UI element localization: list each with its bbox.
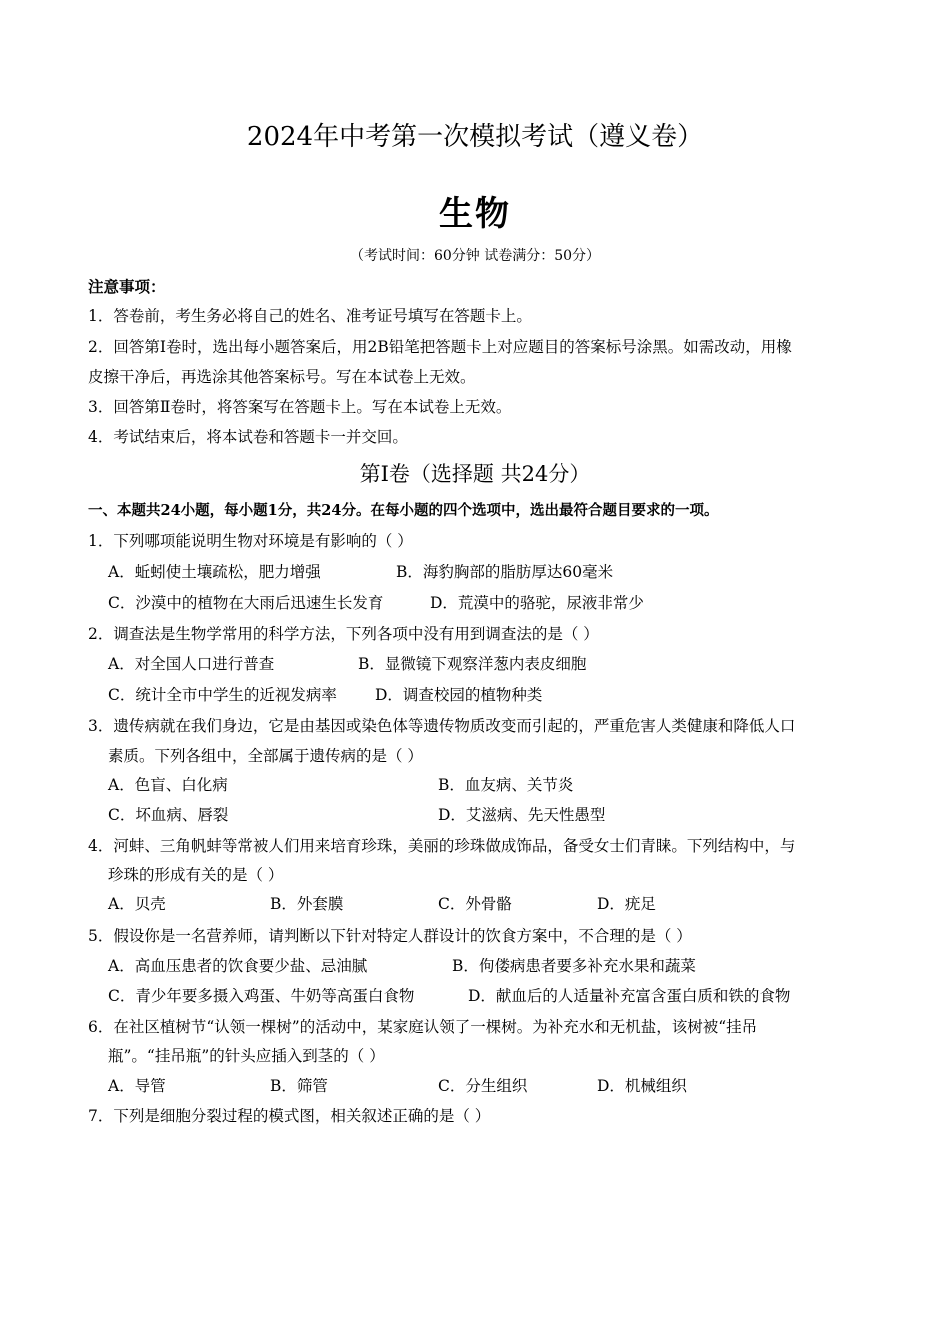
question-stem: 瓶”。“挂吊瓶”的针头应插入到茎的（ ） xyxy=(108,1047,385,1065)
question-option: C．统计全市中学生的近视发病率 xyxy=(108,686,337,704)
question-option: B．筛管 xyxy=(270,1077,328,1095)
exam-info: （考试时间：60分钟 试卷满分：50分） xyxy=(349,248,601,264)
question-option: A．高血压患者的饮食要少盐、忌油腻 xyxy=(108,957,368,975)
question-option: B．佝偻病患者要多补充水果和蔬菜 xyxy=(452,957,696,975)
question-option: C．青少年要多摄入鸡蛋、牛奶等高蛋白食物 xyxy=(108,987,415,1005)
question-stem: 3．遗传病就在我们身边，它是由基因或染色体等遗传物质改变而引起的，严重危害人类健康和降低人口 xyxy=(88,717,796,735)
question-stem: 2．调查法是生物学常用的科学方法，下列各项中没有用到调查法的是（ ） xyxy=(88,625,599,643)
question-option: A．贝壳 xyxy=(108,895,166,913)
question-stem: 5．假设你是一名营养师，请判断以下针对特定人群设计的饮食方案中，不合理的是（ ） xyxy=(88,927,692,945)
question-option: B．血友病、关节炎 xyxy=(438,776,574,794)
question-option: C．外骨骼 xyxy=(438,895,512,913)
question-stem: 1．下列哪项能说明生物对环境是有影响的（ ） xyxy=(88,532,413,550)
question-option: A．色盲、白化病 xyxy=(108,776,228,794)
note-item: 皮擦干净后，再选涂其他答案标号。写在本试卷上无效。 xyxy=(88,368,476,386)
exam-title: 2024年中考第一次模拟考试（遵义卷） xyxy=(246,122,704,152)
question-option: D．献血后的人适量补充富含蛋白质和铁的食物 xyxy=(468,987,791,1005)
note-item: 1．答卷前，考生务必将自己的姓名、准考证号填写在答题卡上。 xyxy=(88,307,532,325)
section-instruction: 一、本题共24小题，每小题1分，共24分。在每小题的四个选项中，选出最符合题目要求的一项。 xyxy=(88,502,719,519)
subject-title: 生物 xyxy=(439,194,511,234)
question-stem: 珍珠的形成有关的是（ ） xyxy=(108,866,284,884)
note-item: 2．回答第Ⅰ卷时，选出每小题答案后，用2B铅笔把答题卡上对应题目的答案标号涂黑。如需改动，用橡 xyxy=(88,338,792,356)
question-option: C．沙漠中的植物在大雨后迅速生长发育 xyxy=(108,594,384,612)
question-stem: 6．在社区植树节“认领一棵树”的活动中，某家庭认领了一棵树。为补充水和无机盐，该树被“挂吊 xyxy=(88,1018,758,1036)
question-option: D．调查校园的植物种类 xyxy=(375,686,543,704)
question-option: C．分生组织 xyxy=(438,1077,528,1095)
question-option: B．显微镜下观察洋葱内表皮细胞 xyxy=(358,655,587,673)
question-option: D．荒漠中的骆驼，尿液非常少 xyxy=(430,594,644,612)
question-stem: 7．下列是细胞分裂过程的模式图，相关叙述正确的是（ ） xyxy=(88,1107,491,1125)
section-title: 第Ⅰ卷（选择题 共24分） xyxy=(359,462,591,486)
question-stem: 4．河蚌、三角帆蚌等常被人们用来培育珍珠，美丽的珍珠做成饰品，备受女士们青睐。下列结构中，与 xyxy=(88,837,796,855)
note-item: 4．考试结束后，将本试卷和答题卡一并交回。 xyxy=(88,428,408,446)
question-option: B．海豹胸部的脂肪厚达60毫米 xyxy=(396,563,614,581)
notes-heading: 注意事项： xyxy=(88,277,166,296)
question-option: D．艾滋病、先天性愚型 xyxy=(438,806,606,824)
question-option: C．坏血病、唇裂 xyxy=(108,806,229,824)
question-option: A．导管 xyxy=(108,1077,166,1095)
note-item: 3．回答第Ⅱ卷时，将答案写在答题卡上。写在本试卷上无效。 xyxy=(88,398,512,416)
question-option: A．对全国人口进行普查 xyxy=(108,655,275,673)
question-option: D．疣足 xyxy=(597,895,656,913)
question-stem: 素质。下列各组中，全部属于遗传病的是（ ） xyxy=(108,747,423,765)
question-option: D．机械组织 xyxy=(597,1077,687,1095)
question-option: A．蚯蚓使土壤疏松，肥力增强 xyxy=(108,563,321,581)
question-option: B．外套膜 xyxy=(270,895,344,913)
